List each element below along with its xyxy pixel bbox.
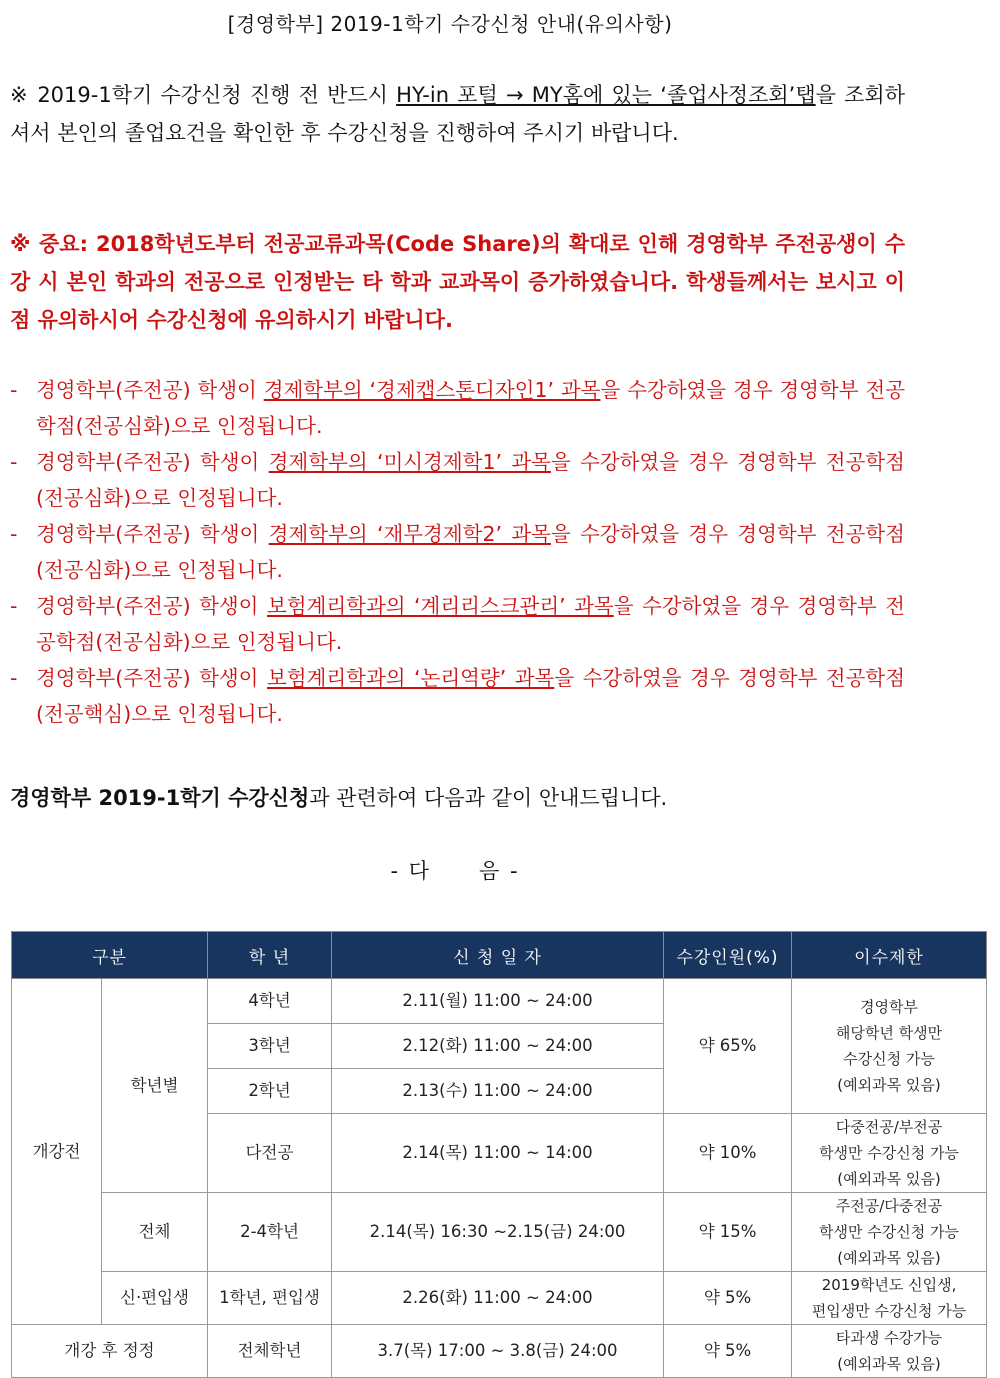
- rule-pre: 경영학부(주전공) 학생이: [36, 450, 269, 474]
- grade-cell: 다전공: [208, 1114, 332, 1193]
- page-title: [경영학부] 2019-1학기 수강신청 안내(유의사항): [227, 12, 673, 36]
- date-cell: 3.7(목) 17:00 ~ 3.8(금) 24:00: [332, 1325, 664, 1378]
- restriction-line: 학생만 수강신청 가능: [819, 1144, 959, 1162]
- category-before-semester: 개강전: [12, 979, 102, 1325]
- restriction-line: (예외과목 있음): [837, 1355, 941, 1373]
- category-all: 전체: [102, 1193, 208, 1272]
- capacity-cell: 약 5%: [664, 1325, 792, 1378]
- rule-pre: 경영학부(주전공) 학생이: [36, 378, 264, 402]
- date-cell: 2.14(목) 11:00 ~ 14:00: [332, 1114, 664, 1193]
- rule-pre: 경영학부(주전공) 학생이: [36, 522, 269, 546]
- restriction-line: 수강신청 가능: [843, 1050, 935, 1068]
- restriction-line: 다중전공/부전공: [835, 1118, 943, 1136]
- rule-course: 보험계리학과의 ‘계리리스크관리’ 과목: [266, 594, 614, 618]
- rule-course: 경제학부의 ‘경제캡스톤디자인1’ 과목: [263, 378, 601, 402]
- capacity-cell: 약 15%: [664, 1193, 792, 1272]
- dash-marker: -: [10, 522, 18, 546]
- rule-post: 을 수강하였을 경우 경영학부 전공학점(전공심화)으로 인정됩니다.: [36, 450, 905, 510]
- grade-cell: 2-4학년: [208, 1193, 332, 1272]
- portal-notice-link-text: HY-in 포털 → MY홈에 있는 ‘졸업사정조회’탭: [396, 83, 816, 107]
- important-notice: ※ 중요: 2018학년도부터 전공교류과목(Code Share)의 확대로 인해 경영학부 주전공생이 수강 시 본인 학과의 전공으로 인정받는 타 학과 교과목이 증가하였습니다. 학생들께서는 보시고 이 점 유의하시어 수강신청에 유의하시기 바랍니다.: [10, 232, 905, 332]
- restriction-line: 주전공/다중전공: [835, 1197, 943, 1215]
- restriction-line: 학생만 수강신청 가능: [819, 1223, 959, 1241]
- dash-marker: -: [10, 594, 18, 618]
- category-new-students: 신·편입생: [102, 1272, 208, 1325]
- registration-schedule-table: [11, 931, 987, 1378]
- capacity-cell: 약 5%: [664, 1272, 792, 1325]
- rule-post: 을 수강하였을 경우 경영학부 전공학점(전공심화)으로 인정됩니다.: [36, 522, 905, 582]
- heading-right: 음 -: [479, 859, 520, 883]
- portal-notice-suffix: 을 조회하셔서 본인의 졸업요건을 확인한 후 수강신청을 진행하여 주시기 바랍니다.: [10, 83, 905, 145]
- table-row: [12, 1193, 987, 1272]
- table-row: [12, 1272, 987, 1325]
- restriction-line: 편입생만 수강신청 가능: [811, 1302, 967, 1320]
- list-item: [10, 372, 905, 444]
- intro-rest: 과 관련하여 다음과 같이 안내드립니다.: [309, 786, 668, 810]
- portal-notice-prefix: ※ 2019-1학기 수강신청 진행 전 반드시: [10, 83, 397, 107]
- grade-cell: 전체학년: [208, 1325, 332, 1378]
- grade-cell: 3학년: [208, 1024, 332, 1069]
- rule-course: 경제학부의 ‘재무경제학2’ 과목: [268, 522, 551, 546]
- rule-post: 을 수강하였을 경우 경영학부 전공학점(전공심화)으로 인정됩니다.: [36, 594, 905, 654]
- rule-course: 보험계리학과의 ‘논리역량’ 과목: [266, 666, 555, 690]
- restriction-line: (예외과목 있음): [837, 1076, 941, 1094]
- header-date: 신 청 일 자: [332, 932, 664, 979]
- table-header-row: [12, 932, 987, 979]
- header-capacity: 수강인원(%): [664, 932, 792, 979]
- dash-marker: -: [10, 450, 18, 474]
- section-heading: [0, 855, 910, 885]
- code-share-rule-list: [10, 372, 905, 732]
- heading-left: - 다: [390, 859, 431, 883]
- date-cell: 2.26(화) 11:00 ~ 24:00: [332, 1272, 664, 1325]
- rule-course: 경제학부의 ‘미시경제학1’ 과목: [268, 450, 551, 474]
- category-after-start: 개강 후 정정: [12, 1325, 208, 1378]
- restriction-cell: [792, 1325, 987, 1378]
- restriction-line: 2019학년도 신입생,: [821, 1276, 957, 1294]
- restriction-line: (예외과목 있음): [837, 1170, 941, 1188]
- date-cell: 2.13(수) 11:00 ~ 24:00: [332, 1069, 664, 1114]
- intro-line: [10, 779, 667, 817]
- header-grade: 학 년: [208, 932, 332, 979]
- grade-cell: 2학년: [208, 1069, 332, 1114]
- restriction-cell: [792, 1114, 987, 1193]
- list-item: [10, 660, 905, 732]
- date-cell: 2.11(월) 11:00 ~ 24:00: [332, 979, 664, 1024]
- list-item: [10, 516, 905, 588]
- list-item: [10, 444, 905, 516]
- dash-marker: -: [10, 378, 18, 402]
- date-cell: 2.12(화) 11:00 ~ 24:00: [332, 1024, 664, 1069]
- restriction-line: 경영학부: [860, 998, 918, 1016]
- date-cell: 2.14(목) 16:30 ~2.15(금) 24:00: [332, 1193, 664, 1272]
- table-row: [12, 979, 987, 1024]
- capacity-cell: 약 65%: [664, 979, 792, 1114]
- header-restriction: 이수제한: [792, 932, 987, 979]
- list-item: [10, 588, 905, 660]
- category-by-year: 학년별: [102, 979, 208, 1193]
- capacity-cell: 약 10%: [664, 1114, 792, 1193]
- restriction-line: 타과생 수강가능: [835, 1329, 943, 1347]
- rule-post: 을 수강하였을 경우 경영학부 전공학점(전공핵심)으로 인정됩니다.: [36, 666, 905, 726]
- restriction-line: (예외과목 있음): [837, 1249, 941, 1267]
- restriction-cell: [792, 979, 987, 1114]
- rule-pre: 경영학부(주전공) 학생이: [36, 666, 267, 690]
- grade-cell: 4학년: [208, 979, 332, 1024]
- intro-bold: 경영학부 2019-1학기 수강신청: [10, 786, 310, 810]
- table-row: [12, 1325, 987, 1378]
- rule-post: 을 수강하였을 경우 경영학부 전공학점(전공심화)으로 인정됩니다.: [36, 378, 906, 438]
- dash-marker: -: [10, 666, 18, 690]
- portal-notice: [10, 76, 905, 152]
- restriction-cell: [792, 1193, 987, 1272]
- header-category: 구분: [12, 932, 208, 979]
- restriction-cell: [792, 1272, 987, 1325]
- grade-cell: 1학년, 편입생: [208, 1272, 332, 1325]
- rule-pre: 경영학부(주전공) 학생이: [36, 594, 267, 618]
- restriction-line: 해당학년 학생만: [835, 1024, 943, 1042]
